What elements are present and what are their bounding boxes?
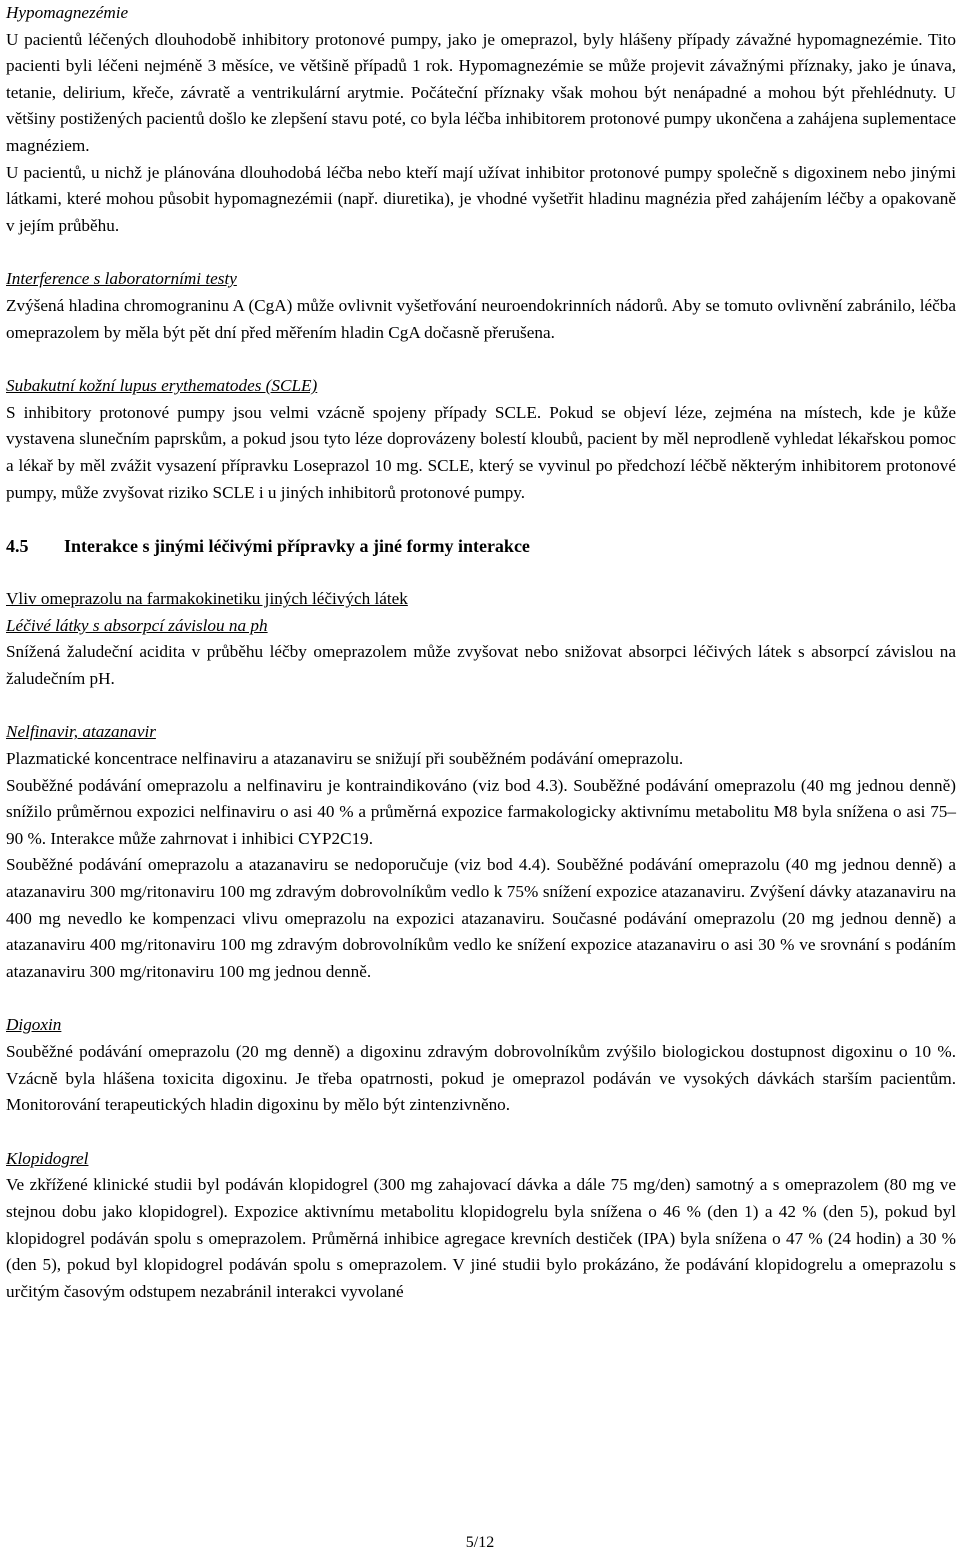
section-number: 4.5	[6, 536, 29, 557]
clopidogrel-title: Klopidogrel	[6, 1148, 89, 1168]
section-title: Interakce s jinými léčivými přípravky a jiné formy interakce	[64, 536, 530, 557]
lab-interference-paragraph: Zvýšená hladina chromograninu A (CgA) může ovlivnit vyšetřování neuroendokrinních nádorů. Aby se tomuto ovlivnění zabránilo, léčba omeprazolem by měla být pět dní před měřením hladin CgA dočasně přerušena.	[6, 295, 956, 342]
page-number: 5/12	[465, 1534, 495, 1551]
nelfinavir-paragraph-3: Souběžné podávání omeprazolu a atazanaviru se nedoporučuje (viz bod 4.4). Souběžné podávání omeprazolu (40 mg jednou denně) a atazanaviru 300 mg/ritonaviru 100 mg zdravým dobrovolníkům vedlo k 75% snížení expozice atazanaviru. Zvýšení dávky atazanaviru na 400 mg nevedlo ke kompenzaci vlivu omeprazolu na expozici atazanaviru. Současné podávání omeprazolu (20 mg jednou denně) a atazanaviru 400 mg/ritonaviru 100 mg zdravým dobrovolníkům vedlo ke snížení expozice atazanaviru o asi 30 % ve srovnání s podáním atazanaviru 300 mg/ritonaviru 100 mg jednou denně.	[6, 855, 956, 981]
hypomagnesemia-paragraph-1: U pacientů léčených dlouhodobě inhibitory protonové pumpy, jako je omeprazol, byly hlášeny případy závažné hypomagnezémie. Tito pacienti byli léčeni nejméně 3 měsíce, ve většině případů 1 rok. Hypomagnezémie se může projevit závažnými příznaky, jako je únava, tetanie, delirium, křeče, závratě a ventrikulární arytmie. Počáteční příznaky však mohou být nenápadné a mohou být přehlédnuty. U většiny postižených pacientů došlo ke zlepšení stavu poté, co byla léčba inhibitorem protonové pumpy ukončena a zahájena suplementace magnéziem.	[6, 29, 956, 155]
pharmacokinetics-subtitle: Vliv omeprazolu na farmakokinetiku jiných léčivých látek	[6, 589, 408, 609]
scle-paragraph: S inhibitory protonové pumpy jsou velmi vzácně spojeny případy SCLE. Pokud se objeví léze, zejména na místech, kde je kůže vystavena slunečním paprskům, a pokud jsou tyto léze doprovázeny bolestí kloubů, pacient by měl neprodleně vyhledat lékařskou pomoc a lékař by měl zvážit vysazení přípravku Loseprazol 10 mg. SCLE, který se vyvinul po předchozí léčbě některým inhibitorem protonové pumpy, může zvyšovat riziko SCLE i u jiných inhibitorů protonové pumpy.	[6, 402, 956, 502]
lab-interference-title: Interference s laboratorními testy	[6, 269, 237, 289]
nelfinavir-title: Nelfinavir, atazanavir	[6, 722, 156, 742]
nelfinavir-paragraph-1: Plazmatické koncentrace nelfinaviru a atazanaviru se snižují při souběžném podávání omeprazolu.	[6, 749, 684, 769]
hypomagnesemia-title: Hypomagnezémie	[6, 3, 129, 22]
section-heading-interactions	[6, 533, 956, 559]
digoxin-title: Digoxin	[6, 1015, 62, 1035]
digoxin-paragraph: Souběžné podávání omeprazolu (20 mg denně) a digoxinu zdravým dobrovolníkům zvýšilo biologickou dostupnost digoxinu o 10 %. Vzácně byla hlášena toxicita digoxinu. Je třeba opatrnosti, pokud je omeprazol podáván ve vysokých dávkách starším pacientům. Monitorování terapeutických hladin digoxinu by mělo být zintenzivněno.	[6, 1042, 956, 1115]
ph-dependent-paragraph: Snížená žaludeční acidita v průběhu léčby omeprazolem může zvyšovat nebo snižovat absorpci léčivých látek s absorpcí závislou na žaludečním pH.	[6, 642, 956, 688]
scle-title: Subakutní kožní lupus erythematodes (SCLE)	[6, 376, 318, 396]
nelfinavir-paragraph-2: Souběžné podávání omeprazolu a nelfinaviru je kontraindikováno (viz bod 4.3). Souběžné podávání omeprazolu (40 mg jednou denně) snížilo průměrnou expozici nelfinaviru o asi 40 % a průměrná expozice farmakologicky aktivnímu metabolitu M8 byla snížena o asi 75–90 %. Interakce může zahrnovat i inhibici CYP2C19.	[6, 775, 956, 848]
ph-dependent-title: Léčivé látky s absorpcí závislou na ph	[6, 615, 268, 635]
document-page	[6, 0, 956, 1305]
hypomagnesemia-paragraph-2: U pacientů, u nichž je plánována dlouhodobá léčba nebo kteří mají užívat inhibitor protonové pumpy společně s digoxinem nebo jinými látkami, které mohou působit hypomagnezémii (např. diuretika), je vhodné vyšetřit hladinu magnézia před zahájením léčby a opakovaně v jejím průběhu.	[6, 162, 956, 235]
clopidogrel-paragraph: Ve zkřížené klinické studii byl podáván klopidogrel (300 mg zahajovací dávka a dále 75 mg/den) samotný a s omeprazolem (80 mg ve stejnou dobu jako klopidogrel). Expozice aktivnímu metabolitu klopidogrelu byla snížena o 46 % (den 1) a 42 % (den 5), pokud byl klopidogrel podáván spolu s omeprazolem. Průměrná inhibice agregace krevních destiček (IPA) byla snížena o 47 % (24 hodin) a 30 % (den 5), pokud byl klopidogrel podáván spolu s omeprazolem. V jiné studii bylo prokázáno, že podávání klopidogrelu a omeprazolu s určitým časovým odstupem nezabránil interakci vyvolané	[6, 1175, 956, 1301]
